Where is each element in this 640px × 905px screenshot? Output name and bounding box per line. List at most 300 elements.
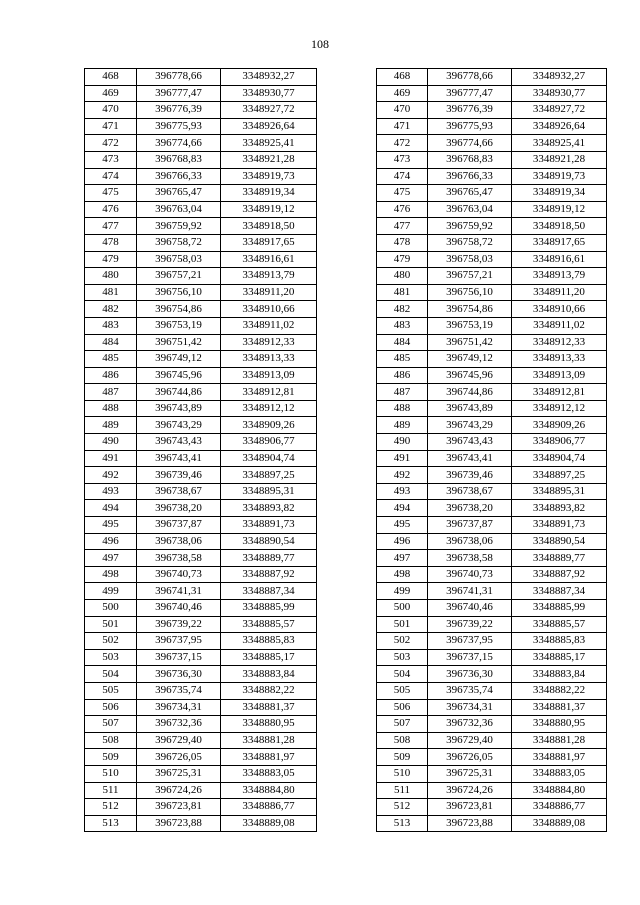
point-number-cell: 485 bbox=[85, 351, 137, 368]
point-number-cell: 503 bbox=[85, 649, 137, 666]
y-coordinate-cell: 3348910,66 bbox=[221, 301, 317, 318]
y-coordinate-cell: 3348895,31 bbox=[512, 483, 607, 500]
table-row bbox=[85, 118, 317, 135]
point-number-cell: 505 bbox=[377, 682, 428, 699]
x-coordinate-cell: 396726,05 bbox=[137, 749, 221, 766]
table-row bbox=[377, 533, 607, 550]
x-coordinate-cell: 396735,74 bbox=[137, 682, 221, 699]
y-coordinate-cell: 3348885,57 bbox=[221, 616, 317, 633]
point-number-cell: 492 bbox=[377, 467, 428, 484]
point-number-cell: 492 bbox=[85, 467, 137, 484]
table-row bbox=[377, 317, 607, 334]
point-number-cell: 494 bbox=[85, 500, 137, 517]
table-row bbox=[377, 782, 607, 799]
point-number-cell: 493 bbox=[85, 483, 137, 500]
point-number-cell: 505 bbox=[85, 682, 137, 699]
y-coordinate-cell: 3348919,12 bbox=[221, 201, 317, 218]
table-row bbox=[377, 102, 607, 119]
y-coordinate-cell: 3348917,65 bbox=[221, 234, 317, 251]
x-coordinate-cell: 396749,12 bbox=[428, 351, 512, 368]
point-number-cell: 504 bbox=[377, 666, 428, 683]
point-number-cell: 476 bbox=[85, 201, 137, 218]
point-number-cell: 481 bbox=[377, 284, 428, 301]
x-coordinate-cell: 396758,03 bbox=[137, 251, 221, 268]
point-number-cell: 468 bbox=[85, 69, 137, 86]
table-row bbox=[377, 384, 607, 401]
x-coordinate-cell: 396766,33 bbox=[137, 168, 221, 185]
x-coordinate-cell: 396743,41 bbox=[428, 450, 512, 467]
table-row bbox=[85, 434, 317, 451]
point-number-cell: 484 bbox=[85, 334, 137, 351]
table-row bbox=[377, 201, 607, 218]
table-row bbox=[377, 749, 607, 766]
table-row bbox=[85, 234, 317, 251]
x-coordinate-cell: 396739,46 bbox=[428, 467, 512, 484]
x-coordinate-cell: 396743,29 bbox=[428, 417, 512, 434]
x-coordinate-cell: 396751,42 bbox=[137, 334, 221, 351]
table-row bbox=[85, 815, 317, 832]
y-coordinate-cell: 3348885,83 bbox=[221, 633, 317, 650]
y-coordinate-cell: 3348881,28 bbox=[221, 732, 317, 749]
x-coordinate-cell: 396737,15 bbox=[428, 649, 512, 666]
table-row bbox=[85, 782, 317, 799]
table-row bbox=[377, 450, 607, 467]
table-row bbox=[377, 434, 607, 451]
x-coordinate-cell: 396741,31 bbox=[428, 583, 512, 600]
point-number-cell: 509 bbox=[85, 749, 137, 766]
x-coordinate-cell: 396738,06 bbox=[137, 533, 221, 550]
y-coordinate-cell: 3348885,99 bbox=[221, 600, 317, 617]
y-coordinate-cell: 3348897,25 bbox=[221, 467, 317, 484]
table-row bbox=[377, 85, 607, 102]
y-coordinate-cell: 3348887,34 bbox=[512, 583, 607, 600]
point-number-cell: 476 bbox=[377, 201, 428, 218]
point-number-cell: 471 bbox=[85, 118, 137, 135]
y-coordinate-cell: 3348932,27 bbox=[221, 69, 317, 86]
table-row bbox=[377, 351, 607, 368]
table-row bbox=[377, 268, 607, 285]
x-coordinate-cell: 396738,06 bbox=[428, 533, 512, 550]
table-body-right bbox=[377, 69, 607, 832]
x-coordinate-cell: 396749,12 bbox=[137, 351, 221, 368]
y-coordinate-cell: 3348891,73 bbox=[512, 517, 607, 534]
y-coordinate-cell: 3348882,22 bbox=[512, 682, 607, 699]
x-coordinate-cell: 396739,22 bbox=[428, 616, 512, 633]
point-number-cell: 498 bbox=[377, 566, 428, 583]
table-row bbox=[377, 649, 607, 666]
y-coordinate-cell: 3348886,77 bbox=[221, 799, 317, 816]
point-number-cell: 491 bbox=[85, 450, 137, 467]
x-coordinate-cell: 396751,42 bbox=[428, 334, 512, 351]
point-number-cell: 468 bbox=[377, 69, 428, 86]
point-number-cell: 511 bbox=[377, 782, 428, 799]
x-coordinate-cell: 396725,31 bbox=[428, 765, 512, 782]
x-coordinate-cell: 396756,10 bbox=[137, 284, 221, 301]
table-row bbox=[85, 85, 317, 102]
point-number-cell: 474 bbox=[85, 168, 137, 185]
table-row bbox=[85, 268, 317, 285]
page-number: 108 bbox=[311, 37, 329, 51]
x-coordinate-cell: 396737,95 bbox=[428, 633, 512, 650]
point-number-cell: 474 bbox=[377, 168, 428, 185]
y-coordinate-cell: 3348887,92 bbox=[512, 566, 607, 583]
table-row bbox=[85, 102, 317, 119]
y-coordinate-cell: 3348916,61 bbox=[221, 251, 317, 268]
y-coordinate-cell: 3348886,77 bbox=[512, 799, 607, 816]
table-row bbox=[85, 69, 317, 86]
point-number-cell: 500 bbox=[377, 600, 428, 617]
point-number-cell: 496 bbox=[85, 533, 137, 550]
x-coordinate-cell: 396754,86 bbox=[137, 301, 221, 318]
table-row bbox=[85, 384, 317, 401]
y-coordinate-cell: 3348881,97 bbox=[221, 749, 317, 766]
table-row bbox=[377, 616, 607, 633]
x-coordinate-cell: 396738,67 bbox=[428, 483, 512, 500]
table-row bbox=[377, 483, 607, 500]
table-row bbox=[377, 218, 607, 235]
table-row bbox=[377, 400, 607, 417]
table-row bbox=[377, 517, 607, 534]
table-row bbox=[85, 749, 317, 766]
table-row bbox=[377, 815, 607, 832]
point-number-cell: 500 bbox=[85, 600, 137, 617]
x-coordinate-cell: 396745,96 bbox=[137, 367, 221, 384]
point-number-cell: 508 bbox=[377, 732, 428, 749]
table-row bbox=[377, 583, 607, 600]
y-coordinate-cell: 3348919,12 bbox=[512, 201, 607, 218]
table-row bbox=[377, 633, 607, 650]
point-number-cell: 506 bbox=[377, 699, 428, 716]
y-coordinate-cell: 3348881,28 bbox=[512, 732, 607, 749]
x-coordinate-cell: 396726,05 bbox=[428, 749, 512, 766]
y-coordinate-cell: 3348897,25 bbox=[512, 467, 607, 484]
x-coordinate-cell: 396734,31 bbox=[428, 699, 512, 716]
y-coordinate-cell: 3348885,57 bbox=[512, 616, 607, 633]
table-row bbox=[85, 633, 317, 650]
point-number-cell: 501 bbox=[377, 616, 428, 633]
y-coordinate-cell: 3348893,82 bbox=[221, 500, 317, 517]
y-coordinate-cell: 3348904,74 bbox=[221, 450, 317, 467]
table-row bbox=[85, 367, 317, 384]
y-coordinate-cell: 3348906,77 bbox=[512, 434, 607, 451]
y-coordinate-cell: 3348913,09 bbox=[512, 367, 607, 384]
x-coordinate-cell: 396738,20 bbox=[137, 500, 221, 517]
x-coordinate-cell: 396723,81 bbox=[137, 799, 221, 816]
point-number-cell: 483 bbox=[377, 317, 428, 334]
y-coordinate-cell: 3348912,12 bbox=[512, 400, 607, 417]
x-coordinate-cell: 396743,89 bbox=[428, 400, 512, 417]
x-coordinate-cell: 396732,36 bbox=[137, 716, 221, 733]
table-row bbox=[85, 699, 317, 716]
x-coordinate-cell: 396775,93 bbox=[137, 118, 221, 135]
x-coordinate-cell: 396774,66 bbox=[137, 135, 221, 152]
table-row bbox=[377, 185, 607, 202]
y-coordinate-cell: 3348926,64 bbox=[512, 118, 607, 135]
y-coordinate-cell: 3348881,37 bbox=[221, 699, 317, 716]
table-row bbox=[377, 251, 607, 268]
point-number-cell: 510 bbox=[377, 765, 428, 782]
table-row bbox=[85, 168, 317, 185]
point-number-cell: 475 bbox=[377, 185, 428, 202]
table-row bbox=[85, 135, 317, 152]
point-number-cell: 486 bbox=[377, 367, 428, 384]
y-coordinate-cell: 3348895,31 bbox=[221, 483, 317, 500]
x-coordinate-cell: 396758,72 bbox=[428, 234, 512, 251]
table-row bbox=[85, 251, 317, 268]
y-coordinate-cell: 3348883,05 bbox=[221, 765, 317, 782]
y-coordinate-cell: 3348911,20 bbox=[512, 284, 607, 301]
point-number-cell: 491 bbox=[377, 450, 428, 467]
point-number-cell: 489 bbox=[85, 417, 137, 434]
y-coordinate-cell: 3348925,41 bbox=[221, 135, 317, 152]
x-coordinate-cell: 396741,31 bbox=[137, 583, 221, 600]
point-number-cell: 499 bbox=[377, 583, 428, 600]
x-coordinate-cell: 396738,20 bbox=[428, 500, 512, 517]
table-row bbox=[85, 566, 317, 583]
y-coordinate-cell: 3348917,65 bbox=[512, 234, 607, 251]
table-row bbox=[85, 649, 317, 666]
point-number-cell: 472 bbox=[377, 135, 428, 152]
coordinates-table-right bbox=[376, 68, 607, 832]
table-row bbox=[85, 417, 317, 434]
y-coordinate-cell: 3348918,50 bbox=[221, 218, 317, 235]
point-number-cell: 497 bbox=[377, 550, 428, 567]
point-number-cell: 497 bbox=[85, 550, 137, 567]
x-coordinate-cell: 396778,66 bbox=[428, 69, 512, 86]
y-coordinate-cell: 3348880,95 bbox=[512, 716, 607, 733]
point-number-cell: 503 bbox=[377, 649, 428, 666]
y-coordinate-cell: 3348912,81 bbox=[221, 384, 317, 401]
point-number-cell: 501 bbox=[85, 616, 137, 633]
point-number-cell: 494 bbox=[377, 500, 428, 517]
table-row bbox=[85, 301, 317, 318]
point-number-cell: 469 bbox=[85, 85, 137, 102]
table-row bbox=[377, 417, 607, 434]
table-row bbox=[85, 666, 317, 683]
y-coordinate-cell: 3348883,05 bbox=[512, 765, 607, 782]
point-number-cell: 512 bbox=[377, 799, 428, 816]
y-coordinate-cell: 3348911,02 bbox=[221, 317, 317, 334]
x-coordinate-cell: 396777,47 bbox=[137, 85, 221, 102]
x-coordinate-cell: 396724,26 bbox=[137, 782, 221, 799]
table-row bbox=[85, 600, 317, 617]
y-coordinate-cell: 3348932,27 bbox=[512, 69, 607, 86]
point-number-cell: 488 bbox=[377, 400, 428, 417]
table-row bbox=[377, 334, 607, 351]
x-coordinate-cell: 396725,31 bbox=[137, 765, 221, 782]
x-coordinate-cell: 396736,30 bbox=[137, 666, 221, 683]
x-coordinate-cell: 396738,58 bbox=[428, 550, 512, 567]
point-number-cell: 490 bbox=[85, 434, 137, 451]
y-coordinate-cell: 3348906,77 bbox=[221, 434, 317, 451]
table-row bbox=[377, 500, 607, 517]
table-row bbox=[377, 600, 607, 617]
point-number-cell: 507 bbox=[85, 716, 137, 733]
point-number-cell: 483 bbox=[85, 317, 137, 334]
point-number-cell: 488 bbox=[85, 400, 137, 417]
x-coordinate-cell: 396738,58 bbox=[137, 550, 221, 567]
x-coordinate-cell: 396743,41 bbox=[137, 450, 221, 467]
point-number-cell: 504 bbox=[85, 666, 137, 683]
y-coordinate-cell: 3348884,80 bbox=[221, 782, 317, 799]
table-row bbox=[85, 583, 317, 600]
y-coordinate-cell: 3348912,33 bbox=[221, 334, 317, 351]
point-number-cell: 496 bbox=[377, 533, 428, 550]
x-coordinate-cell: 396743,89 bbox=[137, 400, 221, 417]
x-coordinate-cell: 396734,31 bbox=[137, 699, 221, 716]
point-number-cell: 508 bbox=[85, 732, 137, 749]
point-number-cell: 470 bbox=[85, 102, 137, 119]
table-row bbox=[85, 450, 317, 467]
table-row bbox=[85, 732, 317, 749]
point-number-cell: 498 bbox=[85, 566, 137, 583]
x-coordinate-cell: 396737,87 bbox=[137, 517, 221, 534]
x-coordinate-cell: 396729,40 bbox=[137, 732, 221, 749]
point-number-cell: 489 bbox=[377, 417, 428, 434]
y-coordinate-cell: 3348927,72 bbox=[512, 102, 607, 119]
table-row bbox=[377, 799, 607, 816]
y-coordinate-cell: 3348881,97 bbox=[512, 749, 607, 766]
x-coordinate-cell: 396757,21 bbox=[137, 268, 221, 285]
y-coordinate-cell: 3348891,73 bbox=[221, 517, 317, 534]
x-coordinate-cell: 396740,73 bbox=[428, 566, 512, 583]
y-coordinate-cell: 3348911,20 bbox=[221, 284, 317, 301]
x-coordinate-cell: 396777,47 bbox=[428, 85, 512, 102]
y-coordinate-cell: 3348889,77 bbox=[221, 550, 317, 567]
point-number-cell: 507 bbox=[377, 716, 428, 733]
x-coordinate-cell: 396759,92 bbox=[428, 218, 512, 235]
x-coordinate-cell: 396738,67 bbox=[137, 483, 221, 500]
y-coordinate-cell: 3348910,66 bbox=[512, 301, 607, 318]
y-coordinate-cell: 3348919,73 bbox=[221, 168, 317, 185]
y-coordinate-cell: 3348885,17 bbox=[221, 649, 317, 666]
table-row bbox=[85, 500, 317, 517]
point-number-cell: 502 bbox=[85, 633, 137, 650]
table-row bbox=[377, 284, 607, 301]
x-coordinate-cell: 396737,87 bbox=[428, 517, 512, 534]
x-coordinate-cell: 396740,46 bbox=[428, 600, 512, 617]
point-number-cell: 479 bbox=[85, 251, 137, 268]
y-coordinate-cell: 3348885,83 bbox=[512, 633, 607, 650]
point-number-cell: 511 bbox=[85, 782, 137, 799]
table-row bbox=[377, 234, 607, 251]
y-coordinate-cell: 3348930,77 bbox=[512, 85, 607, 102]
table-row bbox=[85, 284, 317, 301]
table-row bbox=[377, 716, 607, 733]
y-coordinate-cell: 3348930,77 bbox=[221, 85, 317, 102]
y-coordinate-cell: 3348909,26 bbox=[221, 417, 317, 434]
point-number-cell: 487 bbox=[377, 384, 428, 401]
x-coordinate-cell: 396776,39 bbox=[137, 102, 221, 119]
x-coordinate-cell: 396768,83 bbox=[428, 151, 512, 168]
point-number-cell: 482 bbox=[377, 301, 428, 318]
y-coordinate-cell: 3348890,54 bbox=[221, 533, 317, 550]
table-row bbox=[85, 467, 317, 484]
x-coordinate-cell: 396753,19 bbox=[137, 317, 221, 334]
x-coordinate-cell: 396732,36 bbox=[428, 716, 512, 733]
y-coordinate-cell: 3348890,54 bbox=[512, 533, 607, 550]
x-coordinate-cell: 396775,93 bbox=[428, 118, 512, 135]
y-coordinate-cell: 3348889,77 bbox=[512, 550, 607, 567]
table-row bbox=[85, 550, 317, 567]
x-coordinate-cell: 396759,92 bbox=[137, 218, 221, 235]
x-coordinate-cell: 396758,03 bbox=[428, 251, 512, 268]
x-coordinate-cell: 396768,83 bbox=[137, 151, 221, 168]
table-row bbox=[85, 682, 317, 699]
y-coordinate-cell: 3348913,33 bbox=[221, 351, 317, 368]
x-coordinate-cell: 396766,33 bbox=[428, 168, 512, 185]
y-coordinate-cell: 3348882,22 bbox=[221, 682, 317, 699]
x-coordinate-cell: 396754,86 bbox=[428, 301, 512, 318]
point-number-cell: 480 bbox=[85, 268, 137, 285]
x-coordinate-cell: 396724,26 bbox=[428, 782, 512, 799]
table-row bbox=[377, 732, 607, 749]
table-row bbox=[377, 367, 607, 384]
x-coordinate-cell: 396740,46 bbox=[137, 600, 221, 617]
table-row bbox=[85, 351, 317, 368]
y-coordinate-cell: 3348904,74 bbox=[512, 450, 607, 467]
x-coordinate-cell: 396737,15 bbox=[137, 649, 221, 666]
table-row bbox=[377, 301, 607, 318]
table-row bbox=[377, 666, 607, 683]
table-row bbox=[85, 716, 317, 733]
table-row bbox=[377, 151, 607, 168]
y-coordinate-cell: 3348913,33 bbox=[512, 351, 607, 368]
x-coordinate-cell: 396739,22 bbox=[137, 616, 221, 633]
y-coordinate-cell: 3348887,92 bbox=[221, 566, 317, 583]
y-coordinate-cell: 3348889,08 bbox=[221, 815, 317, 832]
point-number-cell: 477 bbox=[85, 218, 137, 235]
y-coordinate-cell: 3348911,02 bbox=[512, 317, 607, 334]
table-row bbox=[377, 682, 607, 699]
point-number-cell: 469 bbox=[377, 85, 428, 102]
table-row bbox=[85, 483, 317, 500]
y-coordinate-cell: 3348880,95 bbox=[221, 716, 317, 733]
x-coordinate-cell: 396739,46 bbox=[137, 467, 221, 484]
table-row bbox=[377, 699, 607, 716]
point-number-cell: 480 bbox=[377, 268, 428, 285]
x-coordinate-cell: 396743,43 bbox=[137, 434, 221, 451]
table-row bbox=[377, 69, 607, 86]
y-coordinate-cell: 3348887,34 bbox=[221, 583, 317, 600]
point-number-cell: 513 bbox=[377, 815, 428, 832]
point-number-cell: 493 bbox=[377, 483, 428, 500]
x-coordinate-cell: 396740,73 bbox=[137, 566, 221, 583]
x-coordinate-cell: 396743,43 bbox=[428, 434, 512, 451]
point-number-cell: 478 bbox=[85, 234, 137, 251]
point-number-cell: 487 bbox=[85, 384, 137, 401]
y-coordinate-cell: 3348913,79 bbox=[221, 268, 317, 285]
point-number-cell: 509 bbox=[377, 749, 428, 766]
y-coordinate-cell: 3348885,17 bbox=[512, 649, 607, 666]
table-row bbox=[377, 118, 607, 135]
x-coordinate-cell: 396776,39 bbox=[428, 102, 512, 119]
point-number-cell: 479 bbox=[377, 251, 428, 268]
y-coordinate-cell: 3348885,99 bbox=[512, 600, 607, 617]
x-coordinate-cell: 396745,96 bbox=[428, 367, 512, 384]
y-coordinate-cell: 3348884,80 bbox=[512, 782, 607, 799]
y-coordinate-cell: 3348883,84 bbox=[221, 666, 317, 683]
x-coordinate-cell: 396778,66 bbox=[137, 69, 221, 86]
point-number-cell: 490 bbox=[377, 434, 428, 451]
x-coordinate-cell: 396735,74 bbox=[428, 682, 512, 699]
table-row bbox=[85, 317, 317, 334]
y-coordinate-cell: 3348883,84 bbox=[512, 666, 607, 683]
table-row bbox=[85, 533, 317, 550]
x-coordinate-cell: 396737,95 bbox=[137, 633, 221, 650]
point-number-cell: 495 bbox=[85, 517, 137, 534]
table-row bbox=[85, 334, 317, 351]
